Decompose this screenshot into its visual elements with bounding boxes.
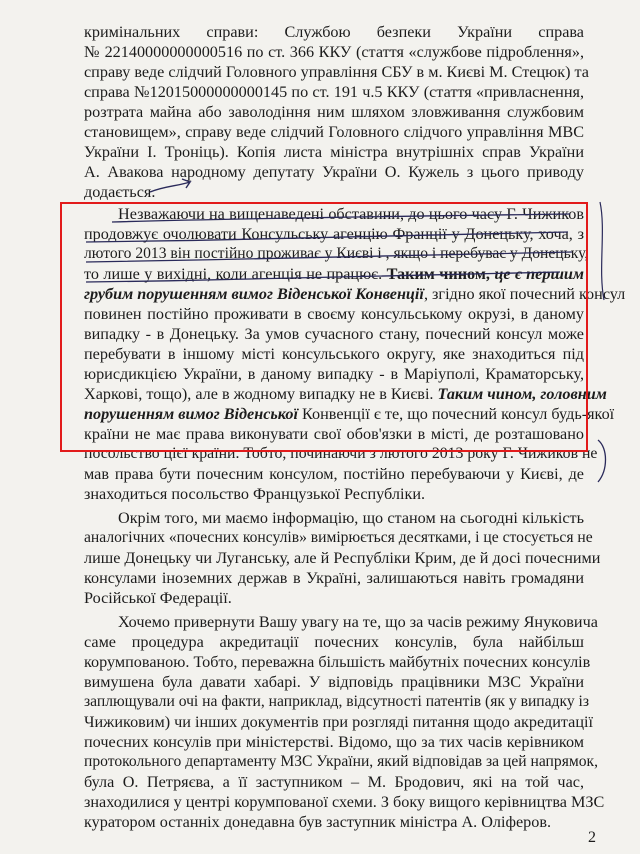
pen-arrow-mark xyxy=(150,179,190,192)
pen-margin-bracket xyxy=(598,440,606,482)
pen-underline xyxy=(86,272,560,282)
text-line: випадку - в Донецьку. За умов сучасного стану, почесний консул може xyxy=(84,325,584,343)
text-line: корумпованою. Тобто, переважна більшість майбутніх почесних консулів xyxy=(84,653,591,671)
pen-underline xyxy=(86,232,568,242)
text-segment-italic: порушенням вимог Віденської xyxy=(84,405,298,423)
text-line: № 22140000000000516 по ст. 366 ККУ (стаття «службове підроблення», xyxy=(84,43,584,61)
text-line: мав права бути почесним консулом, постійно перебуваючи у Києві, де xyxy=(84,465,584,483)
text-line: України І. Троніць). Копія листа міністра внутрішніх справ України xyxy=(84,143,584,161)
text-line: повинен постійно проживати в своєму консульському окрузі, в даному xyxy=(84,305,584,323)
pen-underline xyxy=(112,214,570,222)
text-line: продовжує очолювати Консульську агенцію Франції у Донецьку, хоча, з xyxy=(84,225,584,243)
text-line: вимушена була давати хабарі. У відповідь працівники МЗС України xyxy=(84,673,584,691)
text-line: кримінальних справи: Службою безпеки України справа xyxy=(84,23,584,41)
text-line: А. Авакова народному депутату України О. Кужель з цього приводу xyxy=(84,163,584,181)
text-line: країни не має права виконувати свої обов'язки в місті, де розташовано xyxy=(84,425,584,443)
text-line: додається. xyxy=(84,183,156,201)
text-segment: , згідно якої почесний консул xyxy=(423,285,626,303)
text-line: була О. Петряєва, а її заступником – М. Бродович, які на той час, xyxy=(84,773,584,791)
text-line: заплющували очі на факти, наприклад, відсутності патентів (як у випадку із xyxy=(84,693,590,710)
text-line: лютого 2013 він постійно проживає у Києві і , якщо і перебуває у Донецьку, xyxy=(84,245,589,262)
text-line: Російської Федерації. xyxy=(84,589,232,607)
pen-underline xyxy=(86,252,572,262)
text-line: розтрата майна або заволодіння ним шляхом зловживання службовим xyxy=(84,103,584,121)
text-line: аналогічних «почесних консулів» вимірюється десятками, і це стосується не xyxy=(84,529,593,546)
text-line: Чижиковим) чи інших документів при розгляді питання щодо акредитації xyxy=(84,713,593,731)
text-segment: Конвенції є те, що почесний консул будь-якої xyxy=(302,405,615,423)
text-segment-italic: Таким чином, головним xyxy=(437,385,607,403)
text-line: консулами іноземних держав в Україні, залишаються навіть громадяни xyxy=(84,569,584,587)
text-line: Незважаючи на вищенаведені обставини, до цього часу Г. Чижиков xyxy=(118,205,584,223)
pen-margin-mark xyxy=(600,202,604,300)
text-line: справу веде слідчий Головного управління СБУ в м. Києві М. Стецюк) та xyxy=(84,63,589,81)
page-number: 2 xyxy=(588,829,596,846)
text-line: перебувати в іншому місті консульського округу, яке знаходиться під xyxy=(84,345,584,363)
text-line: справа №12015000000000145 по ст. 191 ч.5 ККУ (стаття «привласнення, xyxy=(84,83,584,101)
text-line: саме процедура акредитації почесних консулів, була найбільш xyxy=(84,633,584,651)
text-line: лише Донецьку чи Луганську, але й Республіки Крим, де й досі почесними xyxy=(84,549,601,567)
text-line: посольство цієї країни. Тобто, починаючи з лютого 2013 року Г. Чижиков не xyxy=(84,445,598,462)
text-line: Окрім того, ми маємо інформацію, що станом на сьогодні кількість xyxy=(118,509,584,527)
text-line: знаходиться посольство Французької Республіки. xyxy=(84,485,426,503)
text-line: протокольного департаменту МЗС України, який відповідав за цей напрямок, xyxy=(84,753,599,770)
text-segment-italic: це є першим xyxy=(494,265,585,283)
text-line: куратором останніх донедавна був заступник міністра А. Оліферов. xyxy=(84,813,552,831)
text-line: юрисдикцією України, в даному випадку - в Маріуполі, Краматорську, xyxy=(84,365,584,383)
text-line: Хочемо привернути Вашу увагу на те, що за часів режиму Януковича xyxy=(118,613,598,631)
text-line: становищем», справу веде слідчий Головного слідчого управління МВС xyxy=(84,123,584,141)
text-line: почесних консулів при міністерстві. Відомо, що за тих часів керівником xyxy=(84,733,584,751)
text-segment-bold: Таким чином, xyxy=(386,265,490,283)
text-line: знаходилися у центрі корумпованої схеми. З боку вищого керівництва МЗС xyxy=(84,793,605,811)
text-segment: то лише у вихідні, коли агенція не працює. xyxy=(84,265,383,283)
text-segment: Харкові, тощо), але в жодному випадку не в Києві. xyxy=(84,385,434,403)
text-segment-italic: грубим порушенням вимог Віденської Конвенції xyxy=(84,285,424,303)
